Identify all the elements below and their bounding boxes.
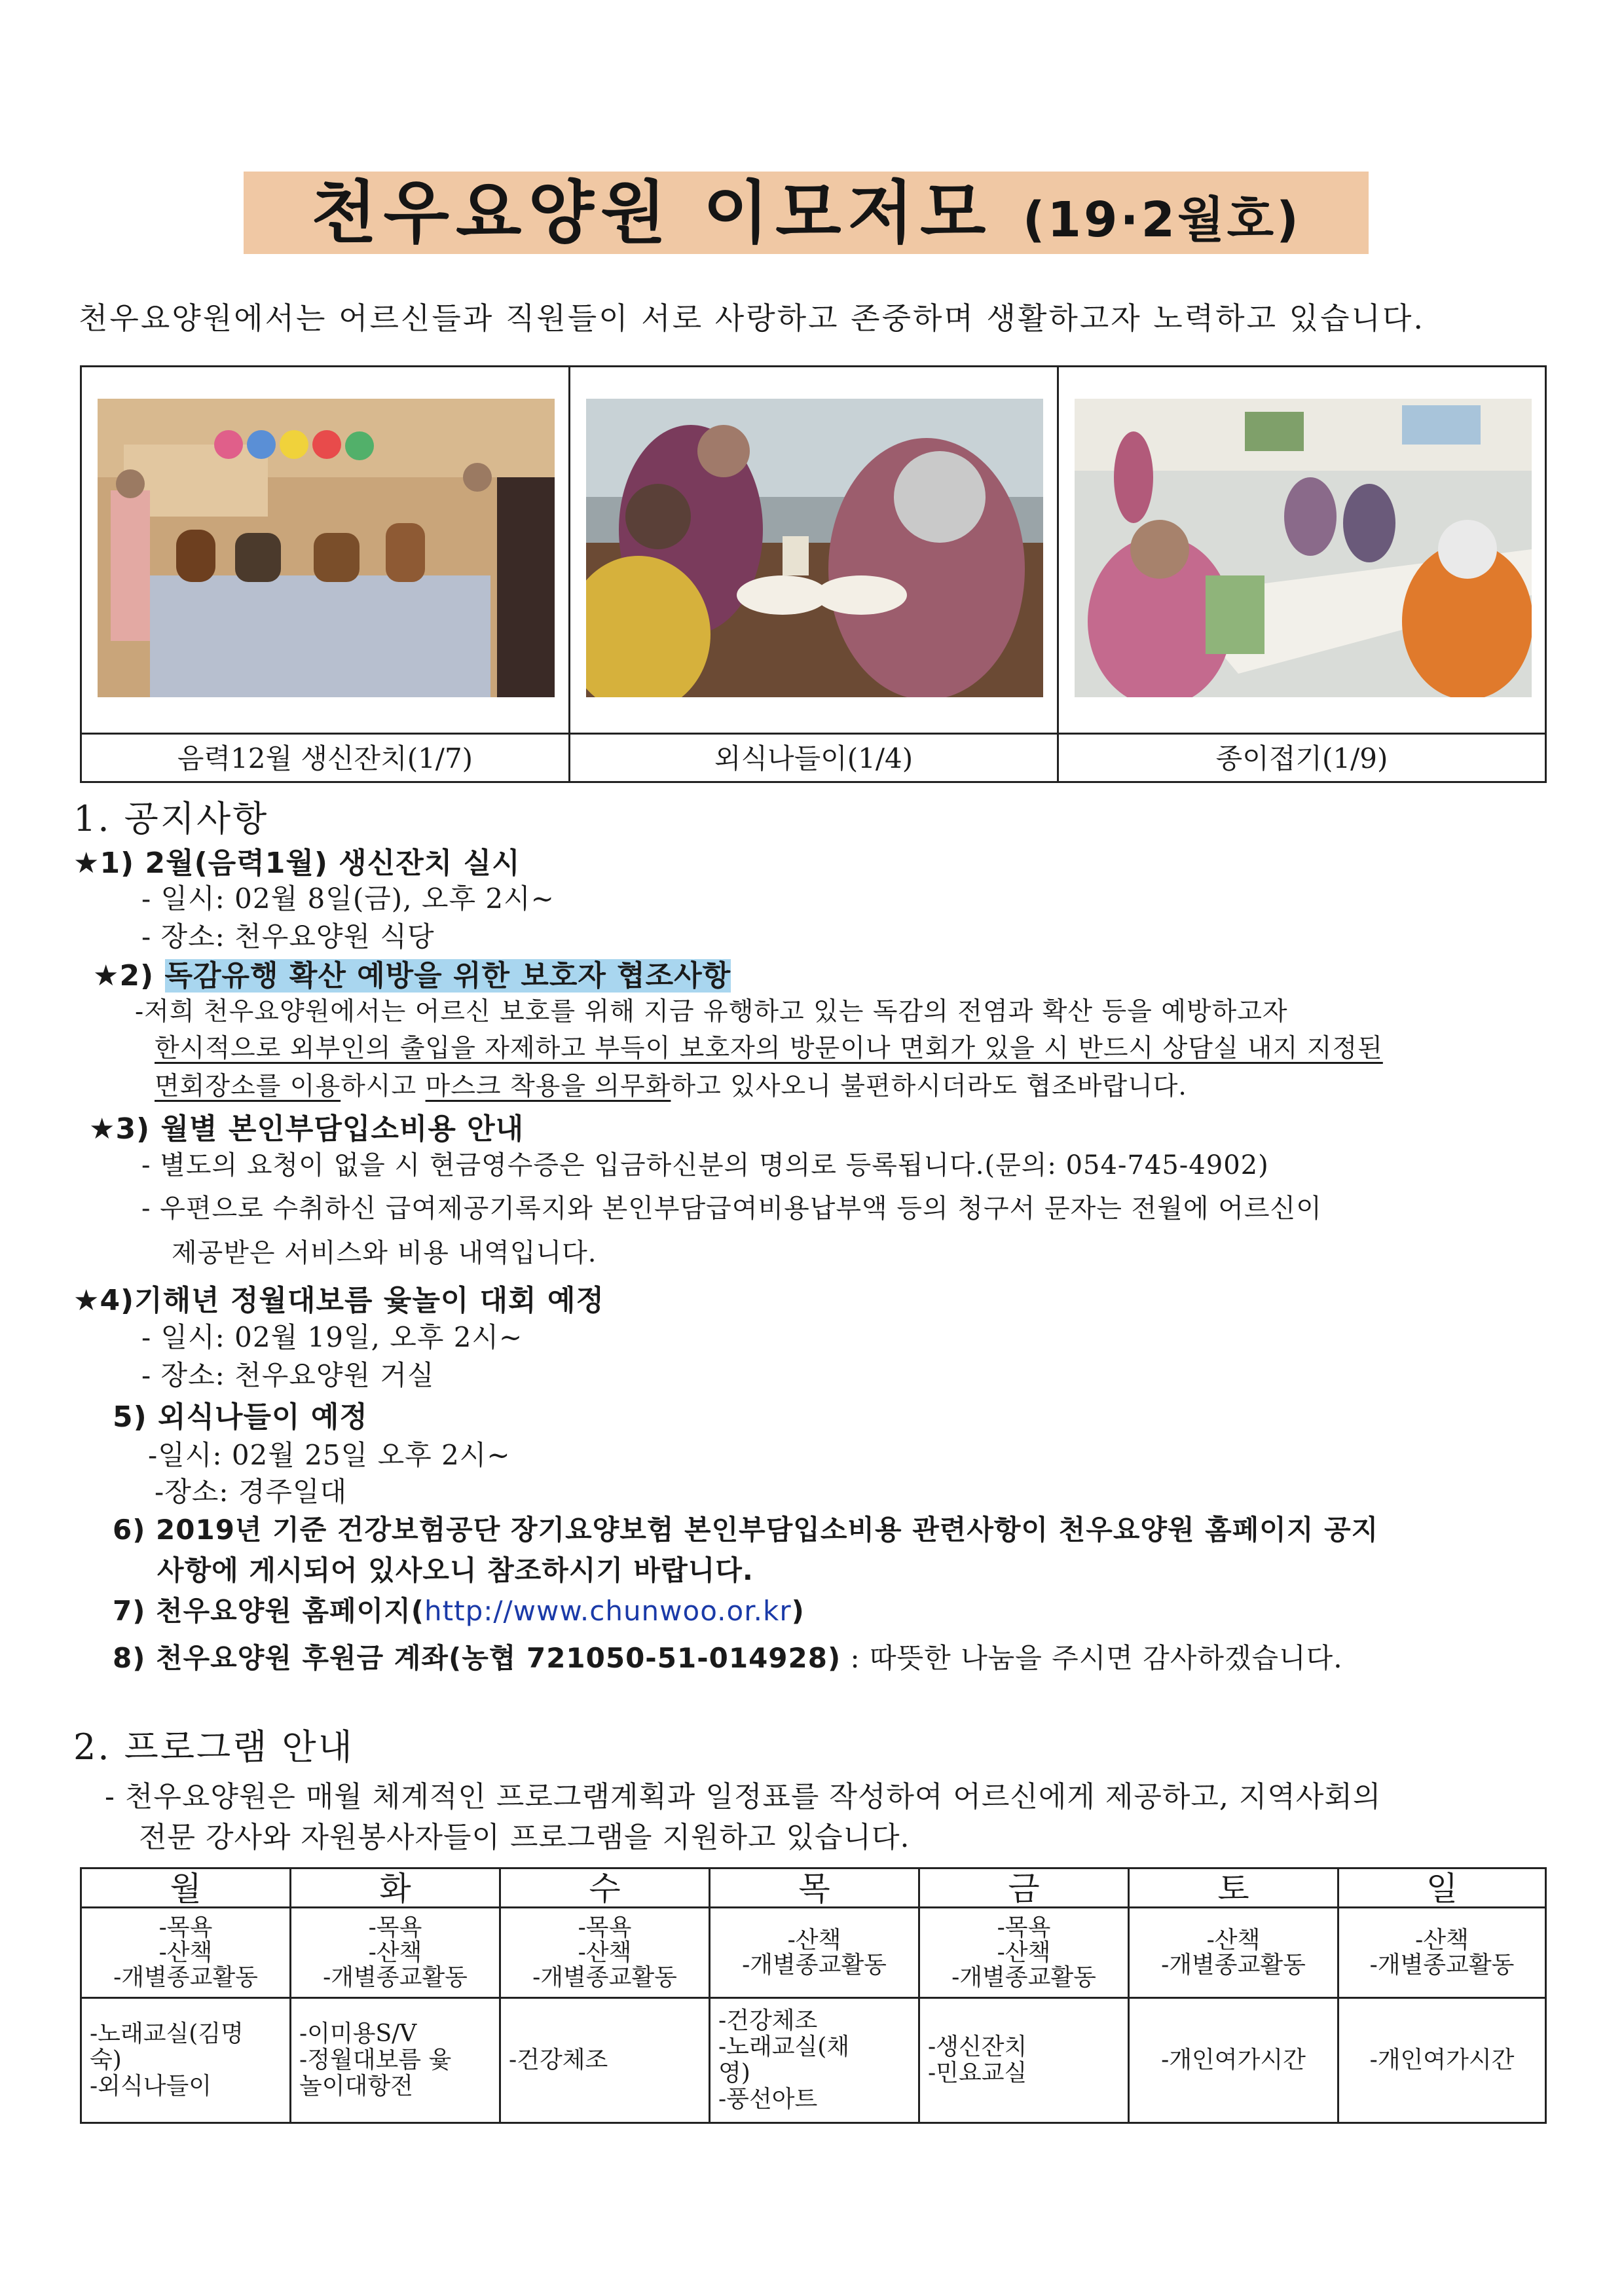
notice-5-line-1: -일시: 02월 25일 오후 2시~ (148, 1439, 511, 1471)
activity: -산책 (1206, 1926, 1261, 1954)
activity: -산책 (997, 1939, 1051, 1966)
photo-cell-origami (1059, 367, 1545, 733)
notice-3-line-3: 제공받은 서비스와 비용 내역입니다. (172, 1238, 597, 1268)
activity: -개인여가시간 (1161, 2047, 1306, 2073)
day-header: 금 (920, 1869, 1128, 1908)
schedule-cell-program (920, 1999, 1128, 2122)
program-schedule-table (80, 1867, 1547, 2124)
schedule-cell-routine (501, 1908, 709, 1999)
donation-account: 8) 천우요양원 후원금 계좌(농협 721050-51-014928) (113, 1642, 841, 1674)
activity: -건강체조 (718, 2007, 818, 2034)
schedule-cell-routine (82, 1908, 289, 1999)
notice-2-title-row (93, 952, 731, 994)
activity: -목욕 (158, 1914, 213, 1941)
notice-2-visit-place: 면회장소를 이용 (155, 1072, 341, 1101)
notice-2-line-1: -저희 천우요양원에서는 어르신 보호를 위해 지금 유행하고 있는 독감의 전염과 확산 등을 예방하고자 (135, 997, 1288, 1027)
day-header: 월 (82, 1869, 289, 1908)
notice-4-title: ★4)기해년 정월대보름 윷놀이 대회 예정 (73, 1284, 605, 1317)
notice-6-line-2: 사항에 게시되어 있사오니 참조하시기 바랍니다. (157, 1554, 754, 1586)
caption-birthday: 음력12월 생신잔치(1/7) (82, 735, 570, 783)
notice-6-line-1: 6) 2019년 기준 건강보험공단 장기요양보험 본인부담입소비용 관련사항이 천우요양원 홈페이지 공지 (113, 1514, 1379, 1546)
schedule-col-tue (291, 1869, 501, 2122)
issue-label: (19·2월호) (1022, 192, 1301, 248)
photo-birthday-party (98, 399, 555, 697)
schedule-cell-program (1339, 1999, 1545, 2122)
activity: 놀이대항전 (299, 2073, 413, 2100)
notice-5-title: 5) 외식나들이 예정 (113, 1400, 368, 1434)
activity: -개별종교활동 (1369, 1951, 1515, 1978)
schedule-col-sun (1339, 1869, 1545, 2122)
activity: -산책 (1415, 1926, 1469, 1954)
notice-1-line-1: - 일시: 02월 8일(금), 오후 2시~ (141, 883, 555, 915)
schedule-cell-routine (710, 1908, 918, 1999)
schedule-cell-program (710, 1999, 918, 2122)
day-header: 토 (1130, 1869, 1337, 1908)
photo-cell-birthday (82, 367, 570, 733)
activity: -개별종교활동 (1161, 1951, 1306, 1978)
intro-text: 천우요양원에서는 어르신들과 직원들이 서로 사랑하고 존중하며 생활하고자 노력하고 있습니다. (79, 301, 1426, 336)
notice-7 (113, 1590, 805, 1629)
photo-origami (1075, 399, 1532, 697)
activity: -산책 (368, 1939, 422, 1966)
activity: -외식나들이 (90, 2073, 212, 2100)
activity: -노래교실(김명 (90, 2020, 244, 2047)
activity: -생신잔치 (928, 2033, 1027, 2060)
schedule-cell-program (1130, 1999, 1337, 2122)
notice-3-title: ★3) 월별 본인부담입소비용 안내 (89, 1112, 525, 1146)
notice-3-line-1: - 별도의 요청이 없을 시 현금영수증은 입금하신분의 명의로 등록됩니다.(문의: 054-745-4902) (141, 1150, 1269, 1180)
photo-outing (586, 399, 1043, 697)
activity: -노래교실(채 (718, 2033, 850, 2060)
notice-1-title: ★1) 2월(음력1월) 생신잔치 실시 (73, 847, 521, 880)
schedule-cell-program (291, 1999, 499, 2122)
activity: -개인여가시간 (1369, 2047, 1515, 2073)
day-header: 화 (291, 1869, 499, 1908)
page-title (244, 172, 1369, 254)
schedule-cell-routine (291, 1908, 499, 1999)
schedule-col-sat (1130, 1869, 1339, 2122)
notice-2-title: 독감유행 확산 예방을 위한 보호자 협조사항 (164, 959, 731, 993)
schedule-cell-routine (1130, 1908, 1337, 1999)
caption-outing: 외식나들이(1/4) (570, 735, 1059, 783)
schedule-col-mon (82, 1869, 291, 2122)
notice-8 (113, 1637, 1343, 1676)
activity: -개별종교활동 (532, 1963, 677, 1991)
activity: -산책 (158, 1939, 213, 1966)
title-main: 천우요양원 이모저모 (311, 173, 993, 253)
activity: -목욕 (578, 1914, 632, 1941)
activity: -개별종교활동 (742, 1951, 887, 1978)
activity: -개별종교활동 (113, 1963, 258, 1991)
activity: 영) (718, 2060, 750, 2086)
activity: -목욕 (368, 1914, 422, 1941)
notice-5-line-2: -장소: 경주일대 (155, 1476, 348, 1508)
activity: -산책 (787, 1926, 841, 1954)
notice-4-line-2: - 장소: 천우요양원 거실 (141, 1359, 435, 1391)
activity: -정월대보름 윷 (299, 2047, 452, 2073)
photo-cell-outing (570, 367, 1059, 733)
notice-2-star: ★2) (93, 959, 155, 993)
notice-7-suffix: ) (791, 1595, 805, 1627)
activity: -건강체조 (509, 2047, 608, 2073)
photo-table (80, 365, 1547, 783)
activity: -개별종교활동 (323, 1963, 468, 1991)
notice-2-line-2: 한시적으로 외부인의 출입을 자제하고 부득이 보호자의 방문이나 면회가 있을 시 반드시 상담실 내지 지정된 (155, 1034, 1383, 1063)
schedule-col-thu (710, 1869, 920, 2122)
activity: -풍선아트 (718, 2086, 818, 2113)
notice-4-line-1: - 일시: 02월 19일, 오후 2시~ (141, 1321, 523, 1353)
day-header: 목 (710, 1869, 918, 1908)
activity: 숙) (90, 2047, 122, 2073)
schedule-cell-routine (920, 1908, 1128, 1999)
day-header: 일 (1339, 1869, 1545, 1908)
schedule-col-fri (920, 1869, 1130, 2122)
program-line-1: - 천우요양원은 매월 체계적인 프로그램계획과 일정표를 작성하여 어르신에게 제공하고, 지역사회의 (105, 1780, 1382, 1813)
caption-row (82, 733, 1545, 781)
notice-1-line-2: - 장소: 천우요양원 식당 (141, 920, 435, 953)
homepage-link[interactable]: http://www.chunwoo.or.kr (424, 1595, 792, 1627)
activity: -민요교실 (928, 2060, 1027, 2086)
activity: -개별종교활동 (951, 1963, 1096, 1991)
schedule-col-wed (501, 1869, 710, 2122)
notice-2-mask-rule: 마스크 착용을 의무화 (425, 1072, 671, 1101)
day-header: 수 (501, 1869, 709, 1908)
activity: -이미용S/V (299, 2020, 417, 2047)
activity: -산책 (578, 1939, 632, 1966)
activity: -목욕 (997, 1914, 1051, 1941)
notice-2-text-d: 하고 있사오니 불편하시더라도 협조바랍니다. (671, 1072, 1187, 1101)
schedule-cell-program (501, 1999, 709, 2122)
notice-3-line-2: - 우편으로 수취하신 급여제공기록지와 본인부담급여비용납부액 등의 청구서 문자는 전월에 어르신이 (141, 1194, 1322, 1224)
donation-thanks: : 따뜻한 나눔을 주시면 감사하겠습니다. (841, 1642, 1343, 1674)
notice-2-text-b: 하시고 (341, 1072, 426, 1101)
notice-7-prefix: 7) 천우요양원 홈페이지( (113, 1595, 425, 1627)
schedule-cell-routine (1339, 1908, 1545, 1999)
program-line-2: 전문 강사와 자원봉사자들이 프로그램을 지원하고 있습니다. (139, 1821, 910, 1854)
caption-origami: 종이접기(1/9) (1215, 742, 1388, 774)
notice-2-line-3 (155, 1066, 1187, 1102)
notices-heading: 1. 공지사항 (73, 798, 269, 839)
schedule-cell-program (82, 1999, 289, 2122)
program-heading: 2. 프로그램 안내 (73, 1726, 354, 1768)
